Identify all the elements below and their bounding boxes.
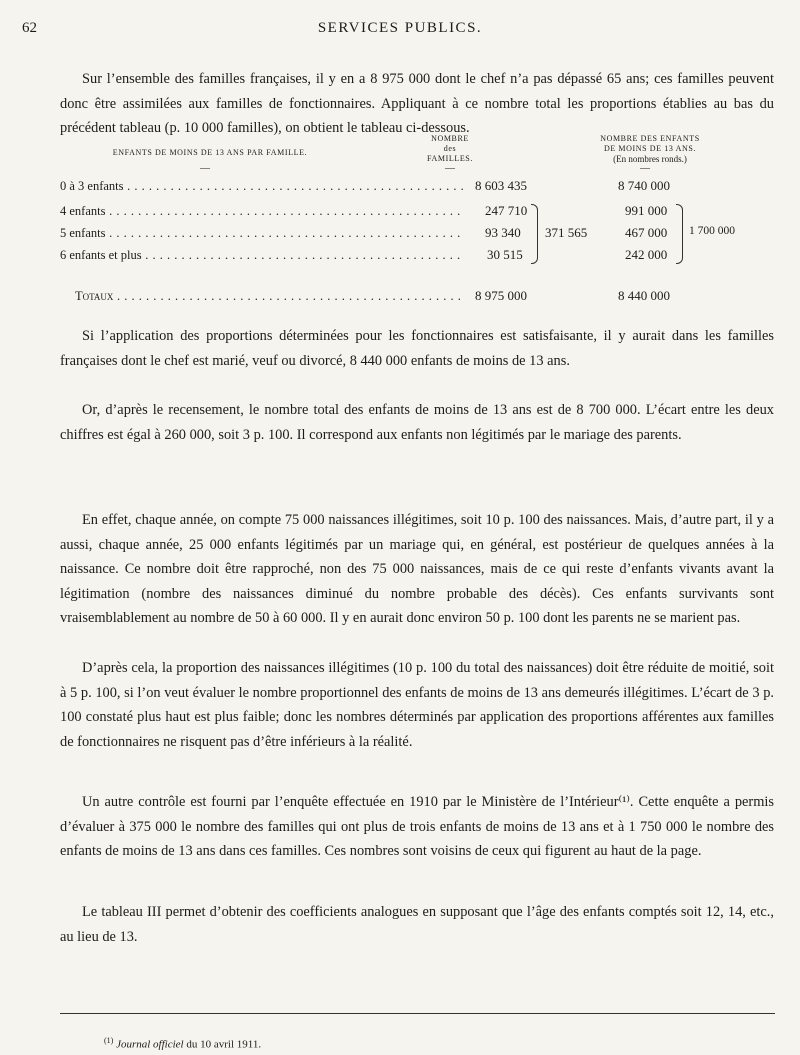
col2-header-line2: des	[443, 144, 457, 153]
paragraph-text: D’après cela, la proportion des naissances illégitimes (10 p. 100 du total des naissances) doit être réduite de moitié, soit à 5 p. 100, si l’on veut évaluer le nombre proportionnel des enfants de moins de 13 ans demeurés illégitimes. L’écart de 3 p. 100 constaté plus haut est plus faible; donc les nombres déterminés par application des proportions afférentes aux familles de fonctionnaires ne risquent pas d’être inférieurs à la réalité.	[60, 660, 774, 750]
paragraph-1	[60, 324, 774, 373]
paragraph-text: Or, d’après le recensement, le nombre total des enfants de moins de 13 ans est de 8 700 000. L’écart entre les deux chiffres est égal à 260 000, soit 3 p. 100. Il correspond aux enfants non légitimés par le mariage des parents.	[60, 402, 774, 443]
intro-text: Sur l’ensemble des familles françaises, il y en a 8 975 000 dont le chef n’a pas dépassé 65 ans; ces familles peuvent donc être assimilées aux familles de fonctionnaires. Appliquant à ce nombre total les proportions établies au bas du précédent tableau (p. 10 000 familles), on obtient le tableau ci-dessous.	[60, 71, 774, 136]
row-label: 6 enfants et plus . . .	[60, 248, 465, 263]
footnote	[104, 1036, 261, 1051]
col3-header-line3: (En nombres ronds.)	[613, 154, 687, 164]
col3-header-line2: DE MOINS DE 13 ANS.	[603, 144, 697, 153]
row-familles: 30 515	[487, 247, 523, 262]
subtotal-brace	[531, 204, 538, 264]
running-head: SERVICES PUBLICS.	[317, 20, 483, 36]
col2-header-line1: NOMBRE	[431, 134, 469, 143]
row-enfants: 242 000	[625, 247, 668, 262]
row-label: 4 enfants . . .	[60, 204, 465, 219]
total-enfants: 8 440 000	[618, 288, 670, 303]
header-dash: —	[200, 163, 210, 174]
paragraph-6	[60, 900, 774, 949]
paragraph-4	[60, 656, 774, 754]
col2-header	[390, 134, 510, 164]
paragraph-5	[60, 790, 774, 864]
col2-header-line3: FAMILLES.	[427, 154, 473, 163]
paragraph-3	[60, 508, 774, 631]
row-enfants: 8 740 000	[618, 178, 670, 193]
total-familles: 8 975 000	[475, 288, 527, 303]
paragraph-text: Un autre contrôle est fourni par l’enquête effectuée en 1910 par le Ministère de l’Intérieur⁽¹⁾. Cette enquête a permis d’évaluer à 375 000 le nombre des familles qui ont plus de trois enfants de moins de 13 ans et à 1 750 000 le nombre des enfants de moins de 13 ans dans ces familles. Ces nombres sont voisins de ceux qui figurent au haut de la page.	[60, 794, 774, 859]
footnote-source: Journal officiel	[116, 1038, 184, 1051]
subtotal-enfants: 1 700 000	[689, 225, 735, 237]
col3-header-line1: NOMBRE DES ENFANTS	[600, 134, 700, 143]
row-enfants: 467 000	[625, 225, 668, 240]
paragraph-text: Le tableau III permet d’obtenir des coefficients analogues en supposant que l’âge des enfants comptés soit 12, 14, etc., au lieu de 13.	[60, 904, 774, 945]
header-dash: —	[445, 163, 455, 174]
subtotal-brace	[676, 204, 683, 264]
header-dash: —	[640, 163, 650, 174]
paragraph-text: Si l’application des proportions déterminées pour les fonctionnaires est satisfaisante, il y aurait dans les familles françaises dont le chef est marié, veuf ou divorcé, 8 440 000 enfants de moins de 13 ans.	[60, 328, 774, 369]
row-label: 0 à 3 enfants . . .	[60, 179, 465, 194]
row-enfants: 991 000	[625, 203, 668, 218]
row-familles: 247 710	[485, 203, 528, 218]
page-number: 62	[22, 20, 37, 36]
col3-header	[555, 134, 745, 164]
footnote-marker: (1)	[104, 1036, 114, 1045]
totals-label: Totaux . . .	[75, 289, 465, 304]
row-familles: 8 603 435	[475, 178, 527, 193]
row-label: 5 enfants . . .	[60, 226, 465, 241]
footnote-rule	[60, 1013, 775, 1014]
paragraph-2	[60, 398, 774, 447]
subtotal-familles: 371 565	[545, 225, 588, 240]
paragraph-text: En effet, chaque année, on compte 75 000 naissances illégitimes, soit 10 p. 100 des naissances. Mais, d’autre part, il y a aussi, chaque année, 25 000 enfants légitimés par un mariage qui, en général, est postérieur de quelques années à la naissance. Ce nombre doit être rapproché, non des 75 000 naissances, mais de ce qui reste d’enfants vivants avant la légitimation (nombre des naissances diminué du nombre probable des décès). Ces enfants survivants sont vraisemblablement au nombre de 50 à 60 000. Il y en aurait donc environ 50 p. 100 dont les parents ne se marient pas.	[60, 512, 774, 626]
row-familles: 93 340	[485, 225, 521, 240]
footnote-date: du 10 avril 1911.	[186, 1038, 262, 1051]
col1-header: ENFANTS DE MOINS DE 13 ANS PAR FAMILLE.	[112, 148, 308, 157]
